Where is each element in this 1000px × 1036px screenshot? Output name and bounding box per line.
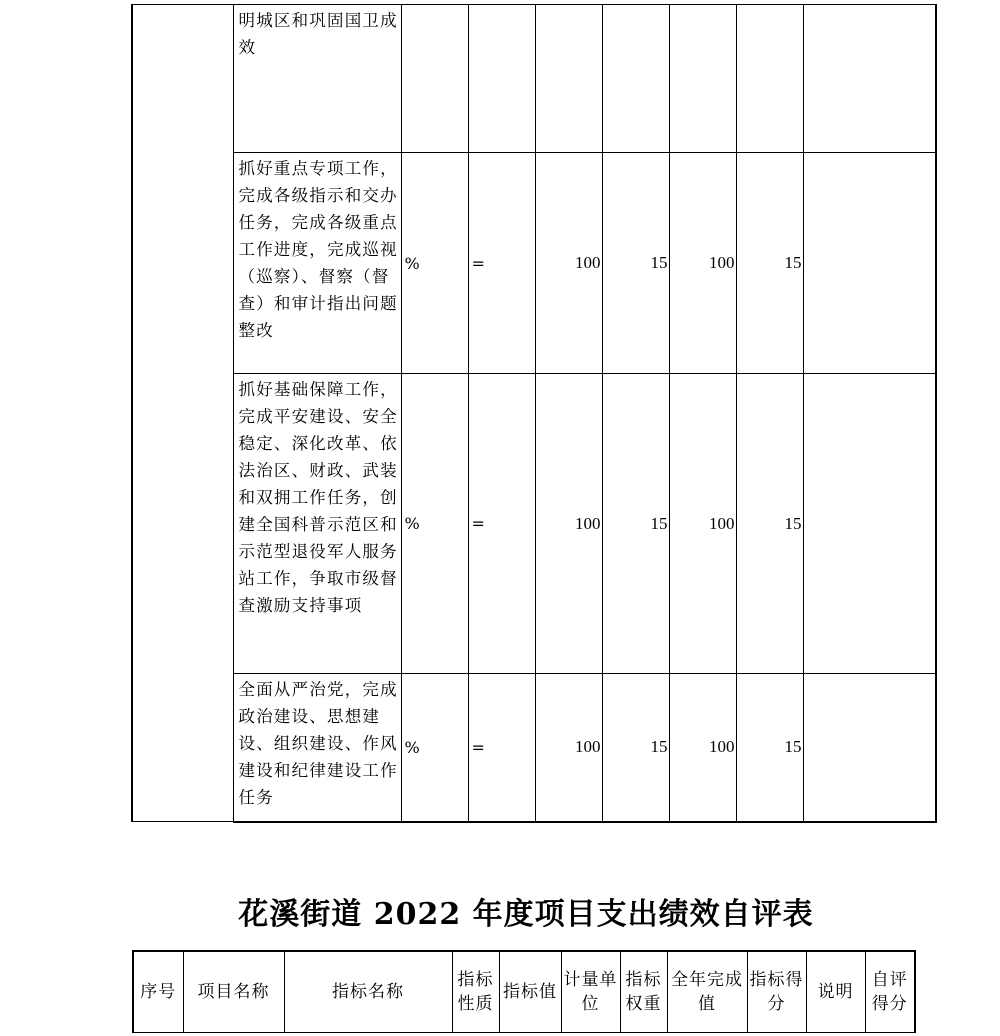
note-cell bbox=[803, 153, 936, 374]
header-project-name: 项目名称 bbox=[183, 951, 284, 1033]
unit-cell: % bbox=[401, 153, 468, 374]
note-cell bbox=[803, 674, 936, 822]
indicator-table-continued bbox=[131, 4, 937, 823]
header-self-score: 自评得分 bbox=[865, 951, 915, 1033]
table-row bbox=[132, 5, 936, 153]
score-cell: 15 bbox=[736, 374, 803, 674]
unit-cell: % bbox=[401, 374, 468, 674]
target-value-cell: 100 bbox=[535, 674, 602, 822]
header-indicator-name: 指标名称 bbox=[284, 951, 452, 1033]
property-cell: = bbox=[468, 374, 535, 674]
note-cell bbox=[803, 374, 936, 674]
table-header-row bbox=[133, 951, 915, 1033]
header-weight: 指标权重 bbox=[620, 951, 667, 1033]
indicator-content-cell: 明城区和巩固国卫成效 bbox=[233, 5, 401, 153]
property-cell: = bbox=[468, 153, 535, 374]
unit-cell: % bbox=[401, 674, 468, 822]
score-cell: 15 bbox=[736, 153, 803, 374]
header-indicator-value: 指标值 bbox=[499, 951, 561, 1033]
table-row bbox=[132, 674, 936, 822]
weight-cell: 15 bbox=[602, 674, 669, 822]
header-unit: 计量单位 bbox=[561, 951, 620, 1033]
property-cell bbox=[468, 5, 535, 153]
actual-value-cell: 100 bbox=[669, 674, 736, 822]
indicator-content-cell: 抓好重点专项工作，完成各级指示和交办任务，完成各级重点工作进度，完成巡视（巡察）、督察（督查）和审计指出问题整改 bbox=[233, 153, 401, 374]
table-row bbox=[132, 374, 936, 674]
header-indicator-score: 指标得分 bbox=[747, 951, 806, 1033]
unit-cell bbox=[401, 5, 468, 153]
document-title: 花溪街道 2022 年度项目支出绩效自评表 bbox=[238, 897, 814, 932]
indicator-content-cell: 抓好基础保障工作，完成平安建设、安全稳定、深化改革、依法治区、财政、武装和双拥工作任务，创建全国科普示范区和示范型退役军人服务站工作，争取市级督查激励支持事项 bbox=[233, 374, 401, 674]
header-index: 序号 bbox=[133, 951, 183, 1033]
actual-value-cell bbox=[669, 5, 736, 153]
target-value-cell: 100 bbox=[535, 153, 602, 374]
merged-category-cell bbox=[132, 5, 233, 822]
actual-value-cell: 100 bbox=[669, 374, 736, 674]
actual-value-cell: 100 bbox=[669, 153, 736, 374]
header-indicator-property: 指标性质 bbox=[452, 951, 499, 1033]
indicator-content-cell: 全面从严治党，完成政治建设、思想建设、组织建设、作风建设和纪律建设工作任务 bbox=[233, 674, 401, 822]
header-annual-actual: 全年完成值 bbox=[667, 951, 747, 1033]
score-cell bbox=[736, 5, 803, 153]
property-cell: = bbox=[468, 674, 535, 822]
table-row bbox=[132, 153, 936, 374]
weight-cell: 15 bbox=[602, 374, 669, 674]
weight-cell bbox=[602, 5, 669, 153]
score-cell: 15 bbox=[736, 674, 803, 822]
target-value-cell bbox=[535, 5, 602, 153]
note-cell bbox=[803, 5, 936, 153]
header-note: 说明 bbox=[806, 951, 865, 1033]
target-value-cell: 100 bbox=[535, 374, 602, 674]
self-evaluation-table bbox=[132, 950, 916, 1033]
weight-cell: 15 bbox=[602, 153, 669, 374]
